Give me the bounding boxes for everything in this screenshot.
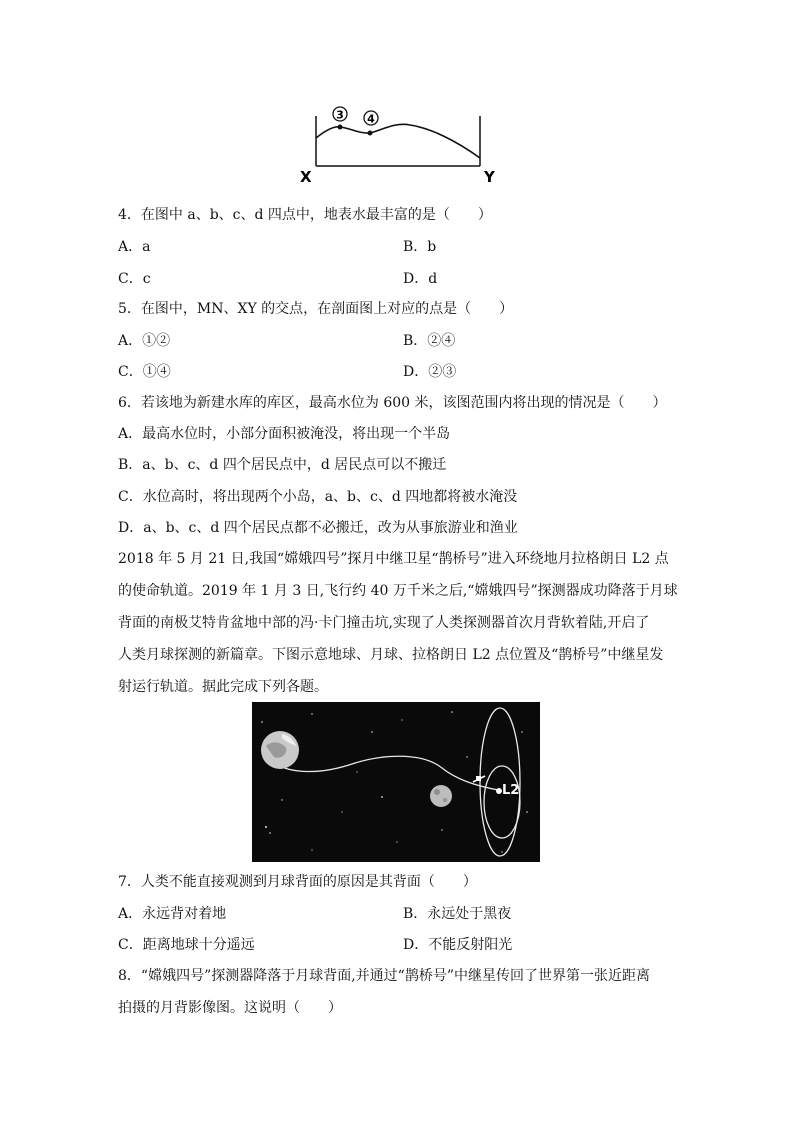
l2-label: L2 xyxy=(502,783,520,798)
profile-point-3: 3 xyxy=(336,108,344,122)
passage-line-4: 人类月球探测的新篇章。下图示意地球、月球、拉格朗日 L2 点位置及“鹊桥号”中继星发 xyxy=(118,647,664,663)
question-5-option-d: D．②③ xyxy=(403,364,457,380)
question-7-option-c: C．距离地球十分遥远 xyxy=(118,937,255,953)
question-7-option-a: A．永远背对着地 xyxy=(118,906,227,922)
earth-moon-l2-orbit-figure xyxy=(252,702,540,862)
question-7-option-b: B．永远处于黑夜 xyxy=(403,906,512,922)
passage-line-5: 射运行轨道。据此完成下列各题。 xyxy=(118,679,328,695)
question-6-option-d: D．a、b、c、d 四个居民点都不必搬迁，改为从事旅游业和渔业 xyxy=(118,520,518,536)
passage-line-1: 2018 年 5 月 21 日,我国“嫦娥四号”探月中继卫星“鹊桥号”进入环绕地月拉格朗日 L2 点 xyxy=(118,551,669,567)
profile-point-4: 4 xyxy=(367,112,375,126)
question-4-option-b: B．b xyxy=(403,239,437,255)
question-4-option-c: C．c xyxy=(118,271,151,287)
question-5-stem: 5．在图中，MN、XY 的交点，在剖面图上对应的点是（ ） xyxy=(118,301,514,317)
moon-globe xyxy=(430,785,452,807)
earth-globe xyxy=(261,731,299,769)
passage-line-2: 的使命轨道。2019 年 1 月 3 日,飞行约 40 万千米之后,“嫦娥四号”探测器成功降落于月球 xyxy=(118,583,678,599)
question-8-stem-line-1: 8．“嫦娥四号”探测器降落于月球背面,并通过“鹊桥号”中继星传回了世界第一张近距离 xyxy=(118,968,650,984)
passage-line-3: 背面的南极艾特肯盆地中部的冯·卡门撞击坑,实现了人类探测器首次月背软着陆,开启了 xyxy=(118,615,650,631)
question-4-stem: 4．在图中 a、b、c、d 四点中，地表水最丰富的是（ ） xyxy=(118,207,492,223)
profile-label-x: X xyxy=(300,168,312,186)
question-8-stem-line-2: 拍摄的月背影像图。这说明（ ） xyxy=(118,1000,342,1016)
question-5-option-c: C．①④ xyxy=(118,364,171,380)
question-6-option-a: A．最高水位时，小部分面积被淹没，将出现一个半岛 xyxy=(118,426,451,442)
question-5-option-b: B．②④ xyxy=(403,333,456,349)
question-6-option-c: C．水位高时，将出现两个小岛，a、b、c、d 四地都将被水淹没 xyxy=(118,489,518,505)
question-5-option-a: A．①② xyxy=(118,333,171,349)
question-7-stem: 7．人类不能直接观测到月球背面的原因是其背面（ ） xyxy=(118,874,477,890)
question-4-option-a: A．a xyxy=(118,239,151,255)
question-4-option-d: D．d xyxy=(403,271,438,287)
profile-label-y: Y xyxy=(484,168,495,186)
question-6-option-b: B．a、b、c、d 四个居民点中，d 居民点可以不搬迁 xyxy=(118,457,447,473)
terrain-profile-figure xyxy=(290,100,510,190)
question-6-stem: 6．若该地为新建水库的库区，最高水位为 600 米，该图范围内将出现的情况是（ ） xyxy=(118,395,667,411)
question-7-option-d: D．不能反射阳光 xyxy=(403,937,513,953)
